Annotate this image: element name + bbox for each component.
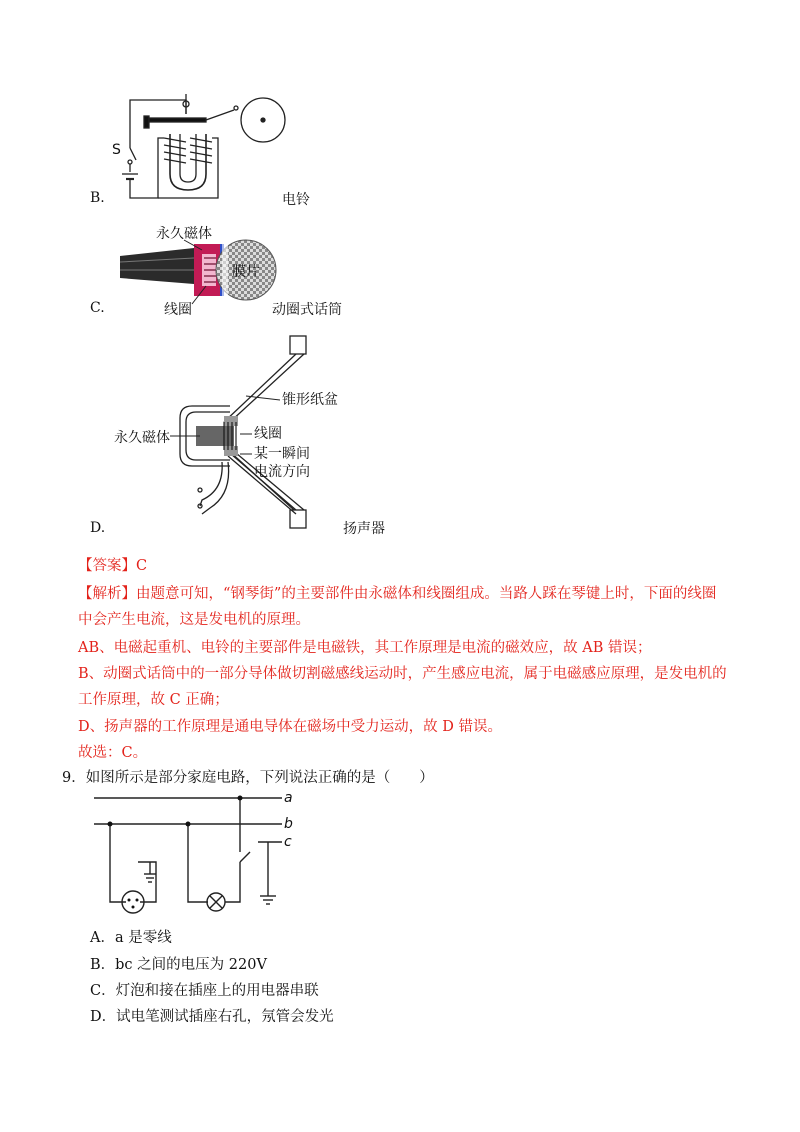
- wire-b-label: b: [284, 816, 293, 832]
- wire-c-label: c: [284, 834, 292, 850]
- option-c-letter: C.: [90, 300, 105, 316]
- question-9-option-b: B．bc 之间的电压为 220V: [90, 957, 267, 973]
- wire-a-label: a: [284, 790, 293, 806]
- analysis-line-4: B、动圈式话筒中的一部分导体做切割磁感线运动时，产生感应电流，属于电磁感应原理，是发电机的: [78, 666, 727, 682]
- option-c-caption: 动圈式话筒: [272, 302, 342, 318]
- cone-label: 锥形纸盆: [282, 392, 338, 408]
- electric-bell-diagram: [108, 90, 288, 202]
- answer-line: 【答案】C: [78, 558, 148, 574]
- question-9-stem: 9．如图所示是部分家庭电路，下列说法正确的是（ ）: [62, 770, 434, 786]
- coil-label: 线圈: [164, 302, 192, 318]
- current-direction-label: 电流方向: [254, 464, 310, 480]
- analysis-line-1: 【解析】由题意可知，“钢琴街”的主要部件由永磁体和线圈组成。当路人踩在琴键上时，下面的线圈: [78, 586, 717, 602]
- switch-label: S: [112, 142, 121, 158]
- question-9-option-c: C．灯泡和接在插座上的用电器串联: [90, 983, 319, 999]
- option-d-caption: 扬声器: [343, 521, 385, 537]
- analysis-line-7: 故选：C。: [78, 745, 148, 761]
- moment-label: 某一瞬间: [254, 446, 310, 462]
- analysis-line-5: 工作原理，故 C 正确；: [78, 692, 229, 708]
- diaphragm-label: 膜片: [232, 264, 260, 280]
- analysis-line-2: 中会产生电流，这是发电机的原理。: [78, 612, 310, 628]
- magnet-label: 永久磁体: [156, 226, 212, 242]
- question-9-option-d: D．试电笔测试插座右孔，氖管会发光: [90, 1009, 334, 1025]
- coil-label-d: 线圈: [254, 426, 282, 442]
- option-b-caption: 电铃: [282, 192, 310, 208]
- option-b-letter: B.: [90, 190, 105, 206]
- dynamic-microphone-diagram: [112, 222, 282, 322]
- analysis-line-6: D、扬声器的工作原理是通电导体在磁场中受力运动，故 D 错误。: [78, 719, 502, 735]
- loudspeaker-diagram: [112, 330, 362, 534]
- household-circuit-diagram: [92, 788, 302, 918]
- analysis-line-3: AB、电磁起重机、电铃的主要部件是电磁铁，其工作原理是电流的磁效应，故 AB 错误；: [78, 640, 652, 656]
- option-d-letter: D.: [90, 520, 106, 536]
- question-9-option-a: A．a 是零线: [90, 930, 172, 946]
- magnet-label-d: 永久磁体: [114, 430, 170, 446]
